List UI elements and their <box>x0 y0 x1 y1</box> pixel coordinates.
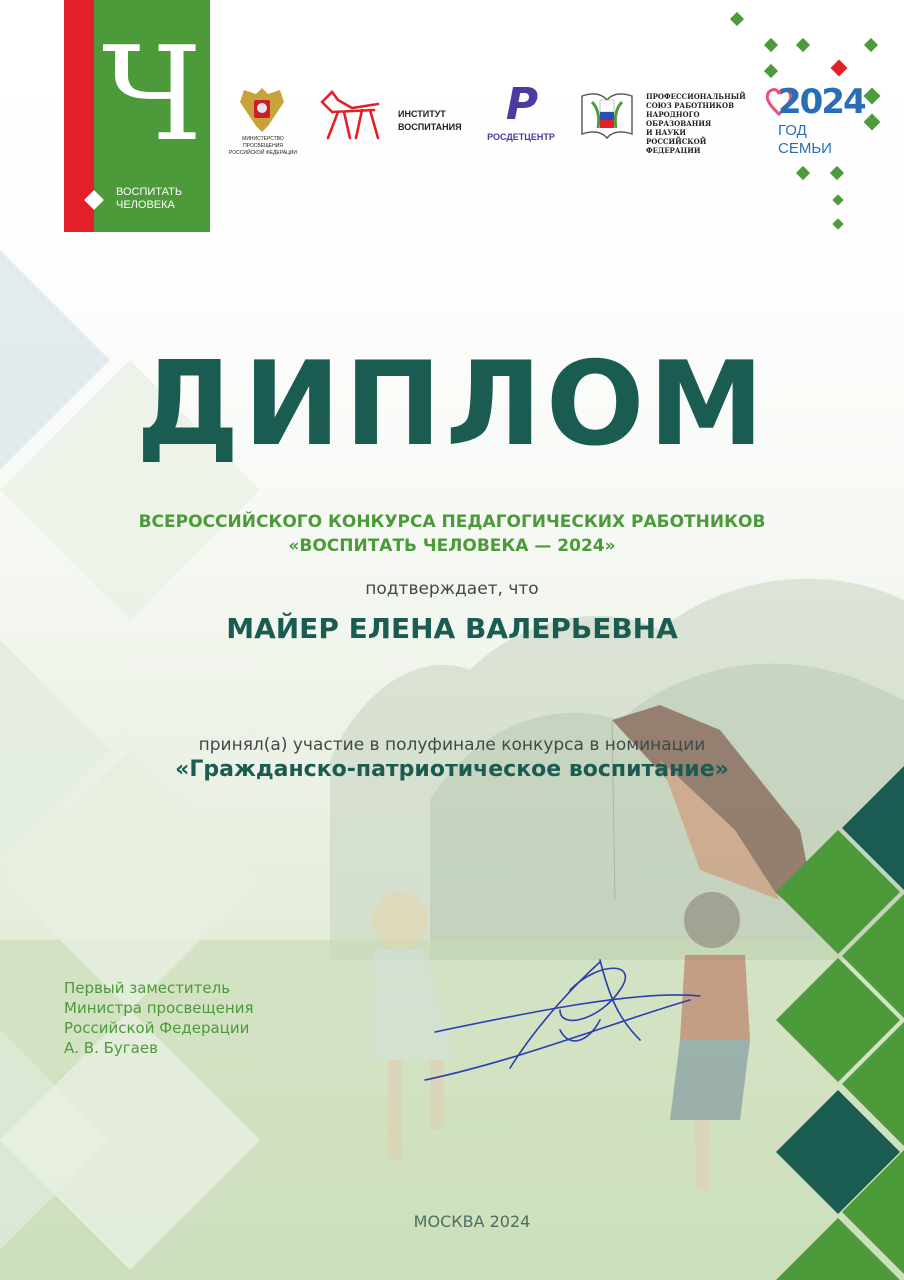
signer-position-line1: Первый заместитель <box>64 979 231 997</box>
logo-letter: Ч <box>101 18 203 170</box>
signer-position-line3: Российской Федерации <box>64 1019 250 1037</box>
signer-block <box>64 978 253 1058</box>
participation-text: принял(а) участие в полуфинале конкурса в номинации <box>198 735 706 755</box>
union-name-line5: ФЕДЕРАЦИИ <box>646 146 701 155</box>
union-name-line4: И НАУКИ РОССИЙСКОЙ <box>646 128 707 146</box>
vospitat-cheloveka-logo <box>64 0 210 232</box>
book-flag-icon <box>578 88 636 142</box>
logo-caption-line2: ЧЕЛОВЕКА <box>116 199 175 211</box>
logo-caption-line1: ВОСПИТАТЬ <box>116 186 183 198</box>
recipient-name: МАЙЕР ЕЛЕНА ВАЛЕРЬЕВНА <box>226 612 678 645</box>
trade-union-logo <box>578 86 748 155</box>
institute-name-line1: ИНСТИТУТ <box>398 109 446 119</box>
ministry-name-line1: МИНИСТЕРСТВО ПРОСВЕЩЕНИЯ <box>242 136 284 149</box>
eagle-emblem-icon <box>232 84 292 134</box>
rosdetcentr-logo <box>480 79 562 148</box>
contest-subtitle-line1: ВСЕРОССИЙСКОГО КОНКУРСА ПЕДАГОГИЧЕСКИХ РАБОТНИКОВ <box>138 512 766 532</box>
diploma-title: ДИПЛОМ <box>136 337 768 472</box>
contest-subtitle-line2: «ВОСПИТАТЬ ЧЕЛОВЕКА — 2024» <box>288 536 616 556</box>
year-number: 2024 <box>778 82 865 122</box>
institute-name-line2: ВОСПИТАНИЯ <box>398 122 462 132</box>
confirms-text: подтверждает, что <box>365 579 539 599</box>
rosdetcentr-mark-icon: Р <box>505 79 539 130</box>
logo-caption <box>116 186 182 212</box>
union-name-line2: СОЮЗ РАБОТНИКОВ <box>646 101 735 110</box>
year-caption: ГОД СЕМЬИ <box>778 122 832 157</box>
institute-logo <box>318 88 468 144</box>
nomination-title: «Гражданско-патриотическое воспитание» <box>175 757 729 782</box>
horse-icon <box>318 88 384 142</box>
signer-position-line2: Министра просвещения <box>64 999 254 1017</box>
rosdetcentr-name: РОСДЕТЦЕНТР <box>487 132 555 142</box>
union-name-line1: ПРОФЕССИОНАЛЬНЫЙ <box>646 92 746 101</box>
union-name-line3: НАРОДНОГО ОБРАЗОВАНИЯ <box>646 110 712 128</box>
contest-subtitle <box>0 510 904 558</box>
ministry-logo <box>226 84 300 154</box>
ministry-name-line2: РОССИЙСКОЙ ФЕДЕРАЦИИ <box>229 150 297 156</box>
place-year: МОСКВА 2024 <box>413 1212 531 1231</box>
year-of-family-logo <box>766 82 865 157</box>
signer-name: А. В. Бугаев <box>64 1039 158 1057</box>
